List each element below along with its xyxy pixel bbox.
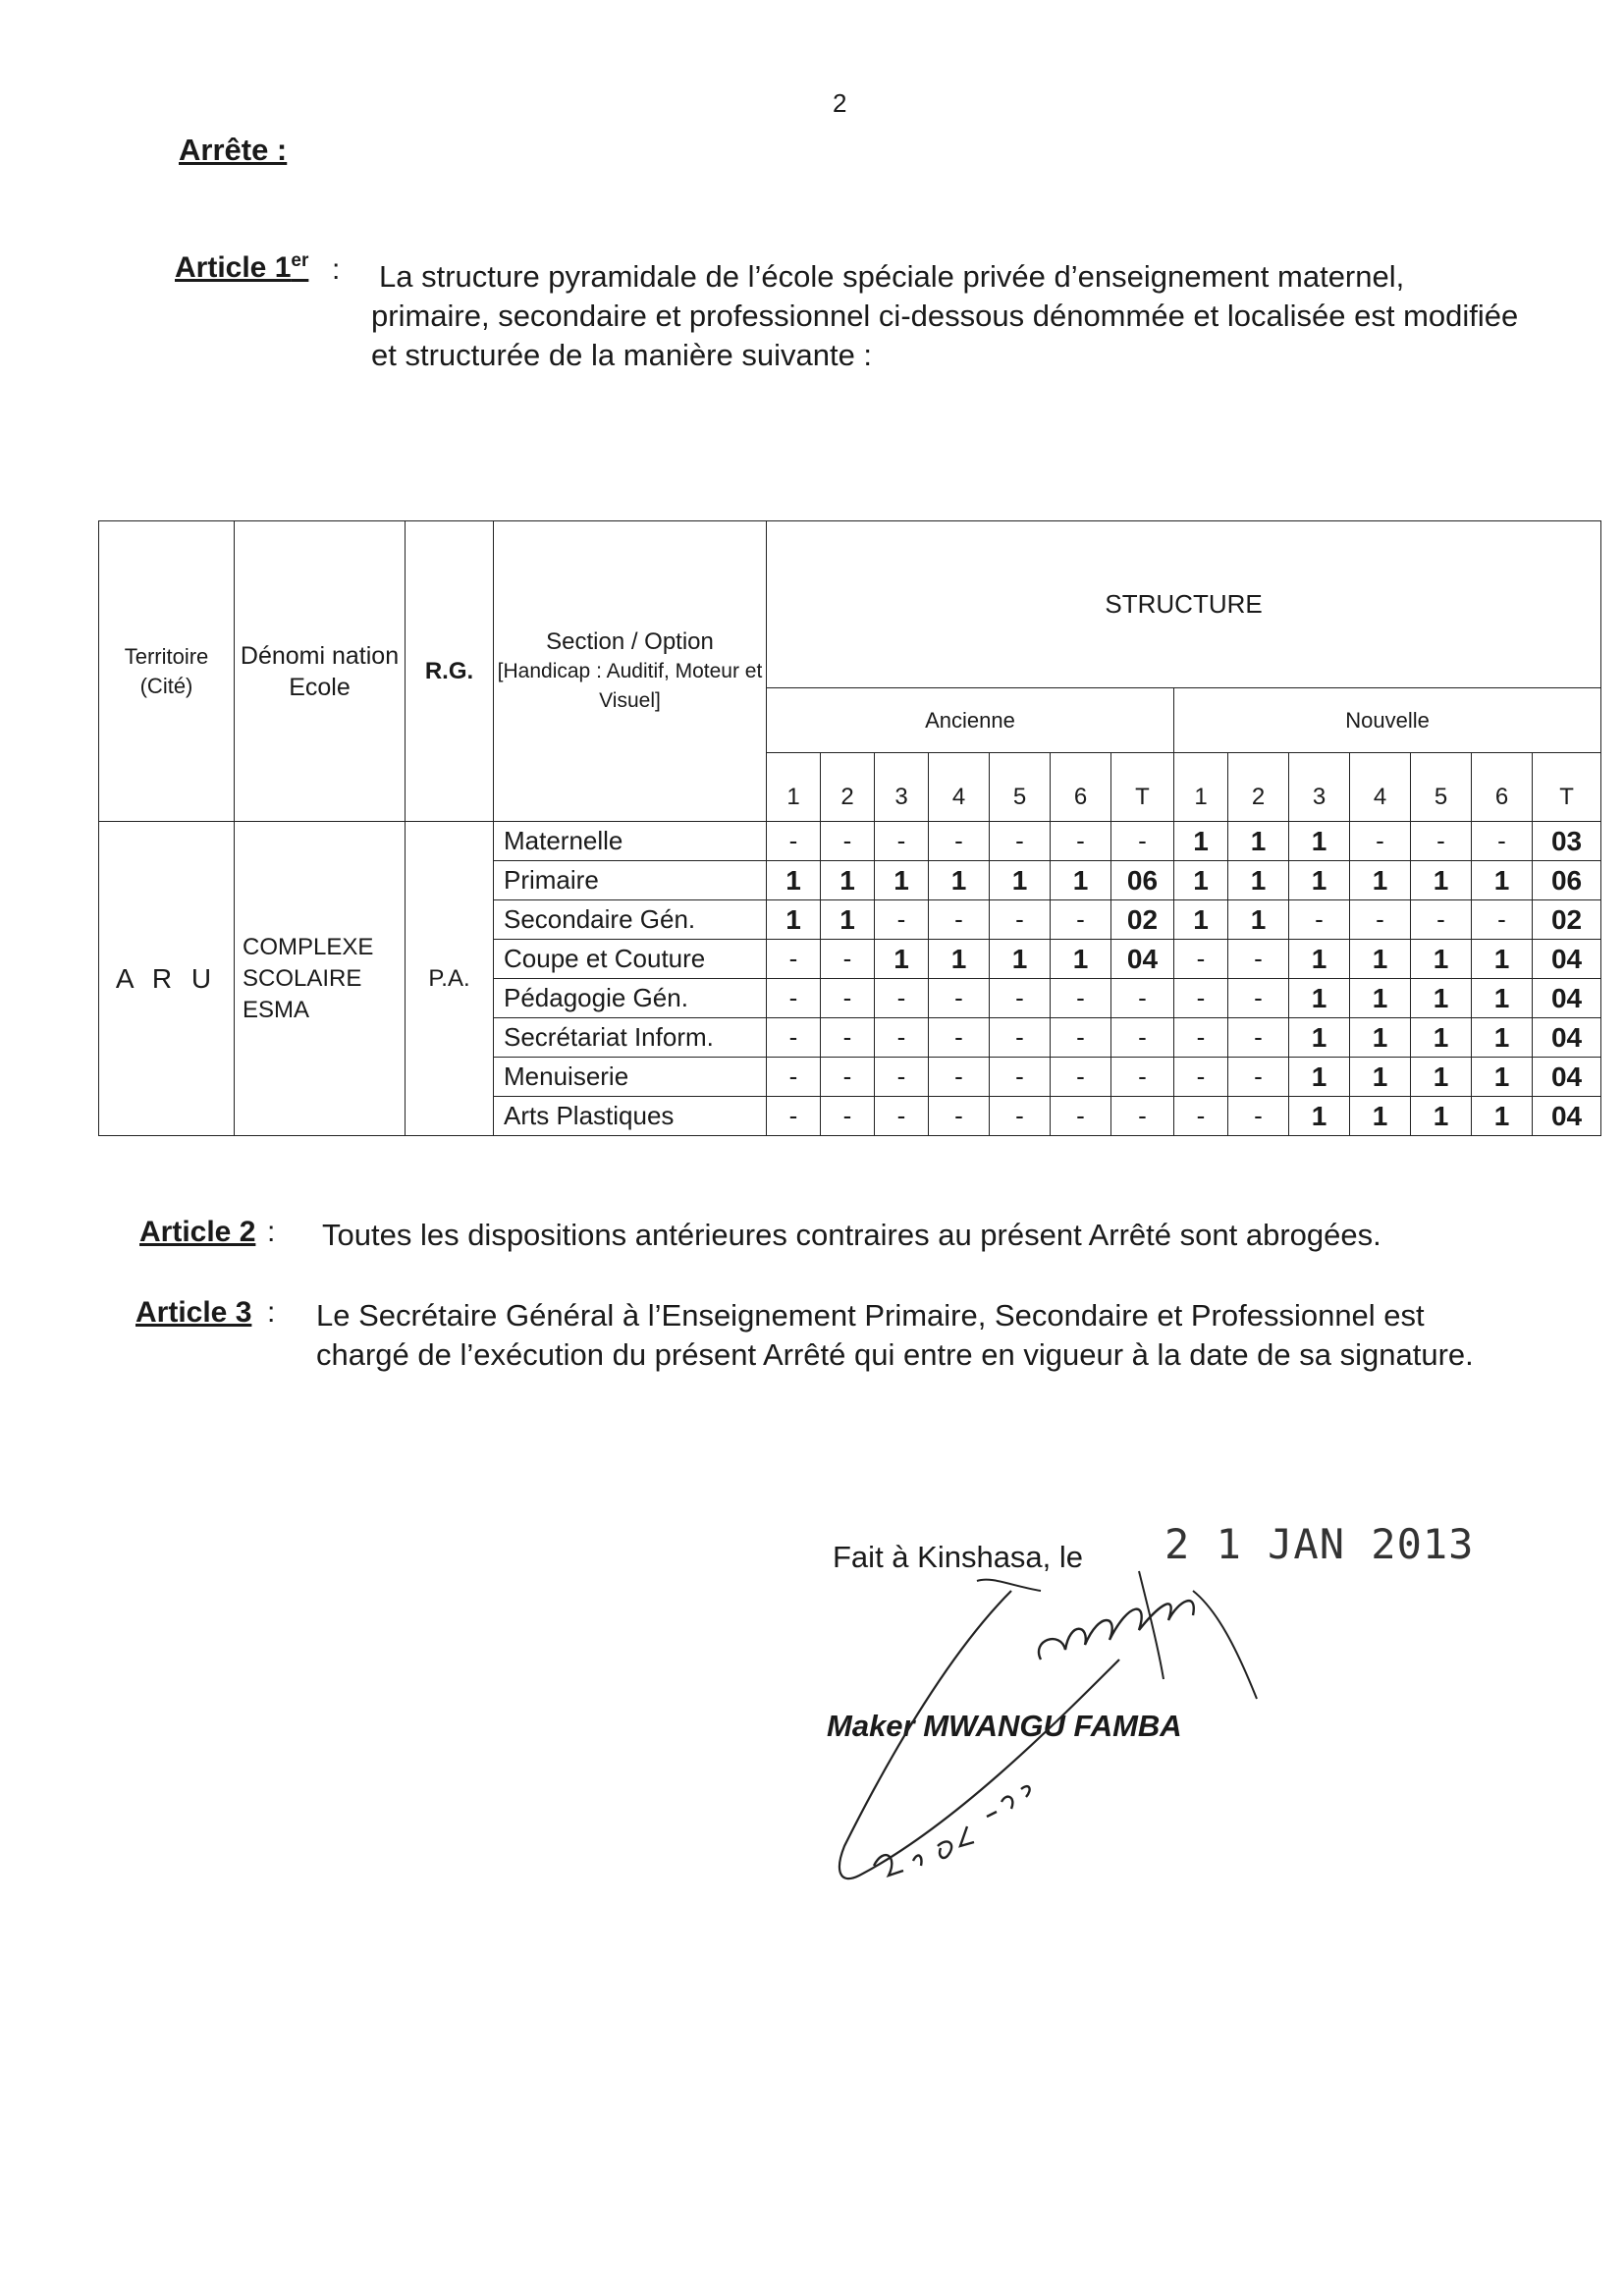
nouvelle-cell: 04 [1533,1097,1601,1136]
ancienne-cell: - [1111,1097,1174,1136]
ancienne-cell: 1 [875,861,929,900]
header-ancienne: Ancienne [767,688,1174,753]
nouvelle-cell: 1 [1472,1018,1533,1058]
nouvelle-cell: 06 [1533,861,1601,900]
header-nouvelle-col-5: 5 [1411,753,1472,822]
header-nouvelle: Nouvelle [1174,688,1601,753]
nouvelle-cell: 1 [1350,1018,1411,1058]
header-section-line2: [Handicap : Auditif, Moteur et Visuel] [497,659,763,712]
nouvelle-cell: 1 [1411,861,1472,900]
article2-colon: : [267,1216,276,1248]
ancienne-cell: - [875,900,929,940]
nouvelle-cell: 1 [1228,900,1289,940]
section-name: Primaire [494,861,767,900]
ancienne-cell: - [990,979,1051,1018]
nouvelle-cell: - [1411,822,1472,861]
ancienne-cell: - [990,1058,1051,1097]
ancienne-cell: - [990,822,1051,861]
nouvelle-cell: 1 [1289,861,1350,900]
nouvelle-cell: - [1228,1018,1289,1058]
ancienne-cell: - [821,822,875,861]
header-ancienne-col-4: 4 [929,753,990,822]
nouvelle-cell: 1 [1289,940,1350,979]
nouvelle-cell: 1 [1411,940,1472,979]
header-structure: STRUCTURE [767,521,1601,688]
ancienne-cell: - [1051,1058,1111,1097]
handwritten-signature [805,1532,1316,1964]
signer-name: Maker MWANGU FAMBA [827,1709,1182,1743]
school-name: COMPLEXE SCOLAIRE ESMA [235,822,406,1136]
ancienne-cell: - [990,1097,1051,1136]
header-section [494,521,767,822]
article1-label-text: Article 1 [175,251,292,284]
ancienne-cell: - [1051,900,1111,940]
header-rg: R.G. [406,521,494,822]
ancienne-cell: - [929,1018,990,1058]
article1-label [175,250,308,285]
ancienne-cell: - [929,1097,990,1136]
nouvelle-cell: 1 [1174,861,1228,900]
ancienne-cell: 1 [875,940,929,979]
nouvelle-cell: 1 [1411,1018,1472,1058]
ancienne-cell: - [767,1018,821,1058]
ancienne-cell: 1 [1051,940,1111,979]
ancienne-cell: - [929,979,990,1018]
ancienne-cell: 1 [821,861,875,900]
nouvelle-cell: 1 [1289,1018,1350,1058]
ancienne-cell: 04 [1111,940,1174,979]
article2-text: Toutes les dispositions antérieures contraires au présent Arrêté sont abrogées. [322,1218,1381,1252]
ancienne-cell: - [767,1097,821,1136]
nouvelle-cell: 1 [1174,900,1228,940]
nouvelle-cell: - [1174,979,1228,1018]
ancienne-cell: - [767,940,821,979]
ancienne-cell: - [821,1097,875,1136]
ancienne-cell: 06 [1111,861,1174,900]
section-name: Secondaire Gén. [494,900,767,940]
ancienne-cell: - [1051,1018,1111,1058]
header-ancienne-col-5: 5 [990,753,1051,822]
ancienne-cell: 1 [821,900,875,940]
ancienne-cell: 1 [1051,861,1111,900]
article1-label-sup: er [291,250,309,271]
nouvelle-cell: 1 [1350,1058,1411,1097]
nouvelle-cell: - [1411,900,1472,940]
fait-a-kinshasa: Fait à Kinshasa, le [833,1540,1084,1574]
section-name: Maternelle [494,822,767,861]
ancienne-cell: - [875,1058,929,1097]
article1-text: La structure pyramidale de l’école spéciale privée d’enseignement maternel, primaire, secondaire et professionnel ci-dessous dénommée et localisée est modifiée et structurée de la manière suivante : [371,259,1519,372]
ancienne-cell: - [1111,1058,1174,1097]
ancienne-cell: - [875,1018,929,1058]
table-row [99,822,1601,861]
header-nouvelle-col-6: 6 [1472,753,1533,822]
structure-table [98,520,1601,1136]
header-nouvelle-col-2: 2 [1228,753,1289,822]
nouvelle-cell: - [1472,822,1533,861]
ancienne-cell: - [767,822,821,861]
nouvelle-cell: 1 [1289,1097,1350,1136]
ancienne-cell: - [929,822,990,861]
nouvelle-cell: 1 [1472,1097,1533,1136]
nouvelle-cell: 1 [1411,1058,1472,1097]
nouvelle-cell: - [1228,1058,1289,1097]
ancienne-cell: - [875,822,929,861]
nouvelle-cell: 02 [1533,900,1601,940]
header-ancienne-col-3: 3 [875,753,929,822]
ancienne-cell: 1 [929,940,990,979]
nouvelle-cell: 1 [1472,1058,1533,1097]
section-name: Pédagogie Gén. [494,979,767,1018]
nouvelle-cell: - [1174,940,1228,979]
ancienne-cell: - [1051,822,1111,861]
arrete-heading: Arrête : [179,133,288,167]
ancienne-cell: - [1051,1097,1111,1136]
article3-label: Article 3 [135,1296,252,1329]
nouvelle-cell: 1 [1411,979,1472,1018]
nouvelle-cell: 1 [1350,1097,1411,1136]
ancienne-cell: - [767,1058,821,1097]
territoire-value: A R U [99,822,235,1136]
nouvelle-cell: 1 [1350,861,1411,900]
header-ancienne-col-2: 2 [821,753,875,822]
nouvelle-cell: 04 [1533,940,1601,979]
ancienne-cell: 1 [990,861,1051,900]
nouvelle-cell: 1 [1289,822,1350,861]
ancienne-cell: 1 [767,900,821,940]
header-nouvelle-col-t: T [1533,753,1601,822]
nouvelle-cell: 1 [1472,940,1533,979]
nouvelle-cell: 1 [1289,979,1350,1018]
nouvelle-cell: - [1350,822,1411,861]
ancienne-cell: - [821,1018,875,1058]
section-name: Arts Plastiques [494,1097,767,1136]
nouvelle-cell: - [1228,1097,1289,1136]
article2-label: Article 2 [139,1216,256,1248]
nouvelle-cell: 03 [1533,822,1601,861]
nouvelle-cell: 1 [1472,861,1533,900]
nouvelle-cell: - [1174,1097,1228,1136]
nouvelle-cell: 1 [1228,861,1289,900]
ancienne-cell: - [929,1058,990,1097]
nouvelle-cell: - [1472,900,1533,940]
nouvelle-cell: 1 [1174,822,1228,861]
nouvelle-cell: 04 [1533,1018,1601,1058]
header-territoire: Territoire (Cité) [99,521,235,822]
ancienne-cell: - [1111,1018,1174,1058]
nouvelle-cell: - [1350,900,1411,940]
ancienne-cell: - [821,1058,875,1097]
ancienne-cell: - [767,979,821,1018]
header-denomination: Dénomi nation Ecole [235,521,406,822]
date-stamp: 2 1 JAN 2013 [1164,1520,1475,1568]
ancienne-cell: - [875,1097,929,1136]
article1-colon: : [332,253,341,286]
ancienne-cell: - [1111,979,1174,1018]
page-number: 2 [833,88,847,118]
nouvelle-cell: - [1228,940,1289,979]
nouvelle-cell: 1 [1411,1097,1472,1136]
nouvelle-cell: - [1174,1058,1228,1097]
nouvelle-cell: - [1228,979,1289,1018]
ancienne-cell: 1 [767,861,821,900]
nouvelle-cell: 1 [1289,1058,1350,1097]
header-ancienne-col-6: 6 [1051,753,1111,822]
nouvelle-cell: 1 [1472,979,1533,1018]
nouvelle-cell: 1 [1228,822,1289,861]
ancienne-cell: 1 [929,861,990,900]
header-nouvelle-col-3: 3 [1289,753,1350,822]
ancienne-cell: - [1111,822,1174,861]
table-body [99,822,1601,1136]
header-nouvelle-col-4: 4 [1350,753,1411,822]
article3-colon: : [267,1296,276,1329]
nouvelle-cell: 04 [1533,979,1601,1018]
ancienne-cell: - [990,900,1051,940]
section-name: Menuiserie [494,1058,767,1097]
ancienne-cell: 1 [990,940,1051,979]
section-name: Secrétariat Inform. [494,1018,767,1058]
section-name: Coupe et Couture [494,940,767,979]
article3-text: Le Secrétaire Général à l’Enseignement Primaire, Secondaire et Professionnel est chargé de l’exécution du présent Arrêté qui entre en vigueur à la date de sa signature. [316,1298,1474,1372]
nouvelle-cell: 04 [1533,1058,1601,1097]
ancienne-cell: - [929,900,990,940]
ancienne-cell: - [821,940,875,979]
ancienne-cell: 02 [1111,900,1174,940]
rg-value: P.A. [406,822,494,1136]
header-section-line1: Section / Option [546,627,714,655]
ancienne-cell: - [875,979,929,1018]
nouvelle-cell: - [1289,900,1350,940]
nouvelle-cell: 1 [1350,940,1411,979]
ancienne-cell: - [1051,979,1111,1018]
header-nouvelle-col-1: 1 [1174,753,1228,822]
ancienne-cell: - [821,979,875,1018]
ancienne-cell: - [990,1018,1051,1058]
nouvelle-cell: 1 [1350,979,1411,1018]
header-ancienne-col-t: T [1111,753,1174,822]
nouvelle-cell: - [1174,1018,1228,1058]
header-ancienne-col-1: 1 [767,753,821,822]
